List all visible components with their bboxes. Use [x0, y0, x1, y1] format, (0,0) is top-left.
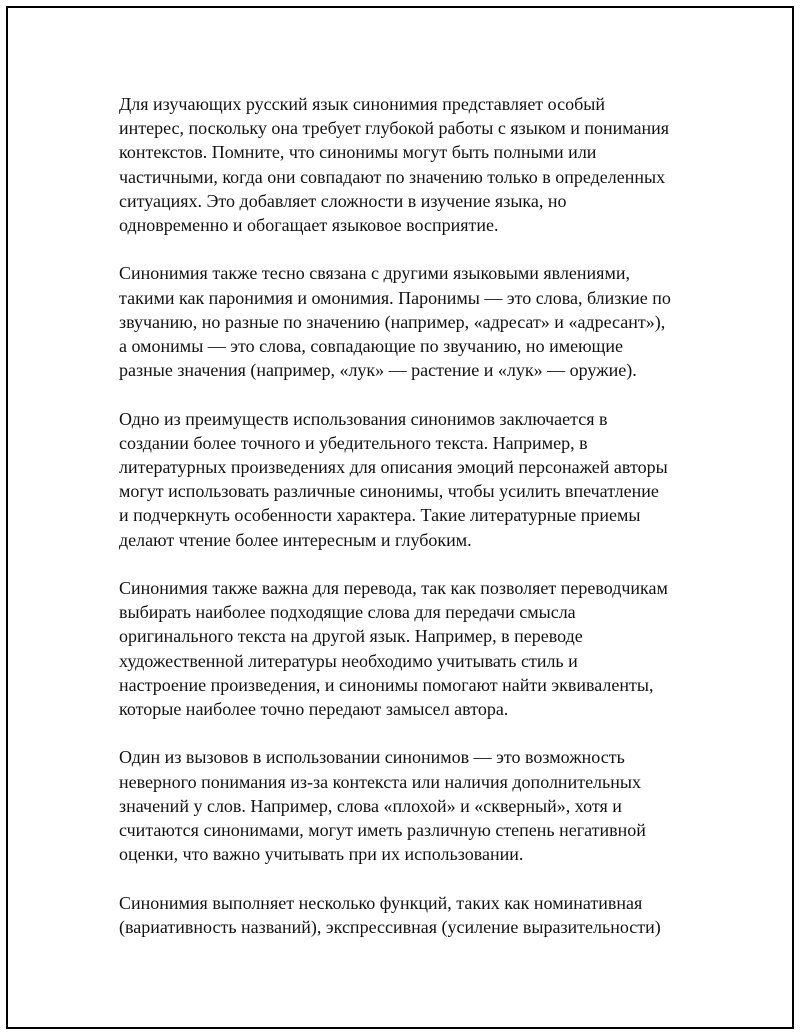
- text-line: оригинального текста на другой язык. Например, в переводе: [119, 626, 583, 647]
- text-line: оценки, что важно учитывать при их использовании.: [119, 844, 524, 865]
- paragraph-3: [119, 407, 699, 552]
- text-line: а омонимы — это слова, совпадающие по звучанию, но имеющие: [119, 336, 624, 357]
- text-line: Синонимия выполняет несколько функций, таких как номинативная: [119, 892, 643, 913]
- text-line: неверного понимания из-за контекста или наличия дополнительных: [119, 771, 641, 792]
- text-line: создании более точного и убедительного текста. Например, в: [119, 432, 588, 453]
- document-body: [119, 92, 699, 963]
- text-line: контекстов. Помните, что синонимы могут быть полными или: [119, 142, 597, 163]
- text-line: Синонимия также тесно связана с другими языковыми явлениями,: [119, 263, 630, 284]
- text-line: ситуациях. Это добавляет сложности в изучение языка, но: [119, 190, 567, 211]
- text-line: которые наиболее точно передают замысел автора.: [119, 699, 509, 720]
- paragraph-6: [119, 891, 699, 939]
- text-line: могут использовать различные синонимы, чтобы усилить впечатление: [119, 481, 659, 502]
- text-line: выбирать наиболее подходящие слова для передачи смысла: [119, 602, 576, 623]
- text-line: Для изучающих русский язык синонимия представляет особый: [119, 94, 605, 114]
- paragraph-5: [119, 745, 699, 866]
- text-line: такими как паронимия и омонимия. Паронимы — это слова, близкие по: [119, 287, 671, 308]
- text-line: настроение произведения, и синонимы помогают найти эквиваленты,: [119, 674, 654, 695]
- text-line: считаются синонимами, могут иметь различную степень негативной: [119, 820, 646, 841]
- text-line: (вариативность названий), экспрессивная (усиление выразительности): [119, 916, 661, 937]
- text-line: Одно из преимуществ использования синонимов заключается в: [119, 408, 608, 429]
- paragraph-2: [119, 261, 699, 382]
- text-line: и подчеркнуть особенности характера. Такие литературные приемы: [119, 505, 641, 526]
- paragraph-4: [119, 576, 699, 721]
- text-line: интерес, поскольку она требует глубокой работы с языком и понимания: [119, 118, 670, 139]
- paragraph-1: [119, 92, 699, 237]
- text-line: литературных произведениях для описания эмоций персонажей авторы: [119, 457, 668, 478]
- text-line: частичными, когда они совпадают по значению только в определенных: [119, 166, 666, 187]
- page-frame: [6, 6, 794, 1029]
- text-line: значений у слов. Например, слова «плохой» и «скверный», хотя и: [119, 795, 622, 816]
- text-line: художественной литературы необходимо учитывать стиль и: [119, 650, 578, 671]
- text-line: звучанию, но разные по значению (например, «адресат» и «адресант»),: [119, 311, 666, 332]
- text-line: одновременно и обогащает языковое восприятие.: [119, 215, 499, 236]
- text-line: Синонимия также важна для перевода, так как позволяет переводчикам: [119, 578, 668, 599]
- text-line: делают чтение более интересным и глубоким.: [119, 529, 472, 550]
- text-line: Один из вызовов в использовании синонимов — это возможность: [119, 747, 625, 768]
- text-line: разные значения (например, «лук» — растение и «лук» — оружие).: [119, 360, 637, 381]
